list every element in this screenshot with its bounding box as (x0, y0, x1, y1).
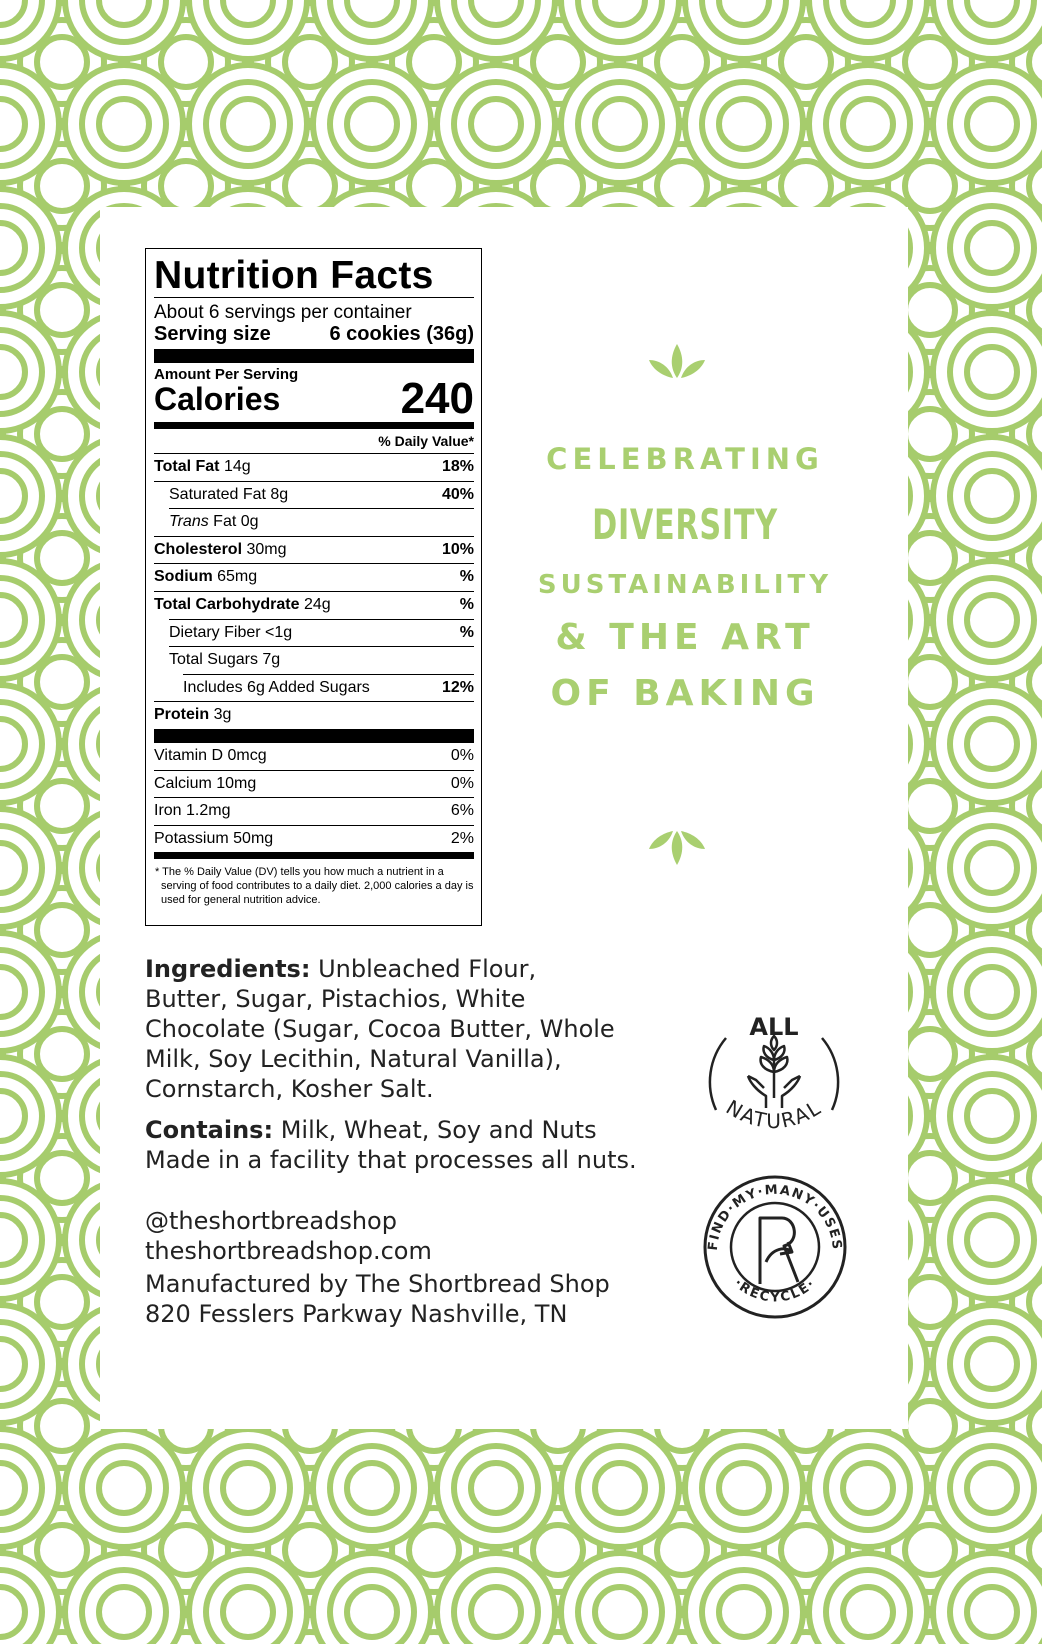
nutrient-row-trans-fat: Trans Fat 0g (169, 513, 259, 531)
website: theshortbreadshop.com (145, 1237, 432, 1265)
badge-find-my-many-uses-text: FIND·MY·MANY·USES (705, 1182, 845, 1252)
recycle-badge-icon (700, 1172, 850, 1322)
contains-text (145, 1115, 665, 1175)
ingredients-list: Unbleached Flour, Butter, Sugar, Pistachios, White Chocolate (Sugar, Cocoa Butter, Whole Milk, Soy Lecithin, Natural Vanilla), Cornstarch, Kosher Salt. (145, 955, 615, 1103)
nutrient-row-sodium: Sodium 65mg % (154, 568, 474, 586)
manufacturer-info (145, 1269, 665, 1329)
ingredients-text (145, 954, 625, 1104)
svg-text:NATURAL (722, 1095, 826, 1133)
daily-value-header: % Daily Value* (378, 433, 474, 449)
nutrition-facts-title: Nutrition Facts (154, 254, 434, 297)
contains-list: Milk, Wheat, Soy and Nuts (280, 1116, 597, 1144)
tagline-diversity: DIVERSITY (592, 500, 778, 549)
tagline-art: & THE ART (555, 617, 815, 658)
badge-recycle-text: ·RECYCLE· (730, 1275, 820, 1306)
tagline-celebrating: CELEBRATING (546, 442, 824, 476)
vitamin-row-iron: Iron 1.2mg 6% (154, 802, 474, 820)
daily-value-footnote: * The % Daily Value (DV) tells you how much a nutrient in a serving of food contributes to a daily diet. 2,000 calories a day is used for general nutrition advice. (155, 866, 474, 907)
calories-value: 240 (400, 374, 474, 423)
badge-natural-text: NATURAL (721, 1094, 826, 1134)
vitamin-row-vitamin-d: Vitamin D 0mcg 0% (154, 746, 474, 764)
nutrient-row-total-fat: Total Fat 14g 18% (154, 458, 474, 475)
manufacturer-line2: 820 Fesslers Parkway Nashville, TN (145, 1300, 568, 1328)
tagline-baking: OF BAKING (550, 673, 820, 714)
serving-size-label: Serving size (154, 323, 271, 345)
nutrition-facts-panel (145, 248, 482, 926)
badge-all-text: ALL (749, 1013, 799, 1041)
svg-text:·RECYCLE· (731, 1276, 819, 1306)
social-handle: @theshortbreadshop (145, 1207, 397, 1235)
leaf-sprig-icon (645, 340, 709, 380)
nutrient-row-cholesterol: Cholesterol 30mg 10% (154, 540, 474, 558)
tagline-sustainability: SUSTAINABILITY (537, 570, 833, 600)
servings-per-container: About 6 servings per container (154, 302, 412, 323)
vitamin-row-potassium: Potassium 50mg 2% (154, 829, 474, 847)
contains-label: Contains: (145, 1116, 274, 1144)
nutrient-row-dietary-fiber: Dietary Fiber <1g % (169, 623, 474, 641)
serving-size-row (154, 323, 474, 345)
nutrient-row-total-carbohydrate: Total Carbohydrate 24g % (154, 595, 474, 613)
facility-note: Made in a facility that processes all nuts. (145, 1146, 637, 1174)
nutrient-row-total-sugars: Total Sugars 7g (169, 651, 281, 669)
manufacturer-line1: Manufactured by The Shortbread Shop (145, 1270, 610, 1298)
calories-label: Calories (154, 381, 281, 417)
label-panel (100, 207, 908, 1429)
amount-per-serving: Amount Per Serving (154, 366, 299, 383)
nutrient-row-protein: Protein 3g (154, 706, 232, 724)
vitamin-row-calcium: Calcium 10mg 0% (154, 774, 474, 792)
leaf-sprig-bottom-icon (645, 829, 709, 869)
nutrient-row-saturated-fat: Saturated Fat 8g 40% (169, 485, 474, 503)
all-natural-badge-icon (696, 1002, 852, 1142)
nutrient-row-added-sugars: Includes 6g Added Sugars 12% (183, 678, 474, 696)
ingredients-label: Ingredients: (145, 955, 311, 983)
serving-size-value: 6 cookies (36g) (329, 323, 474, 345)
social-links (145, 1206, 625, 1266)
